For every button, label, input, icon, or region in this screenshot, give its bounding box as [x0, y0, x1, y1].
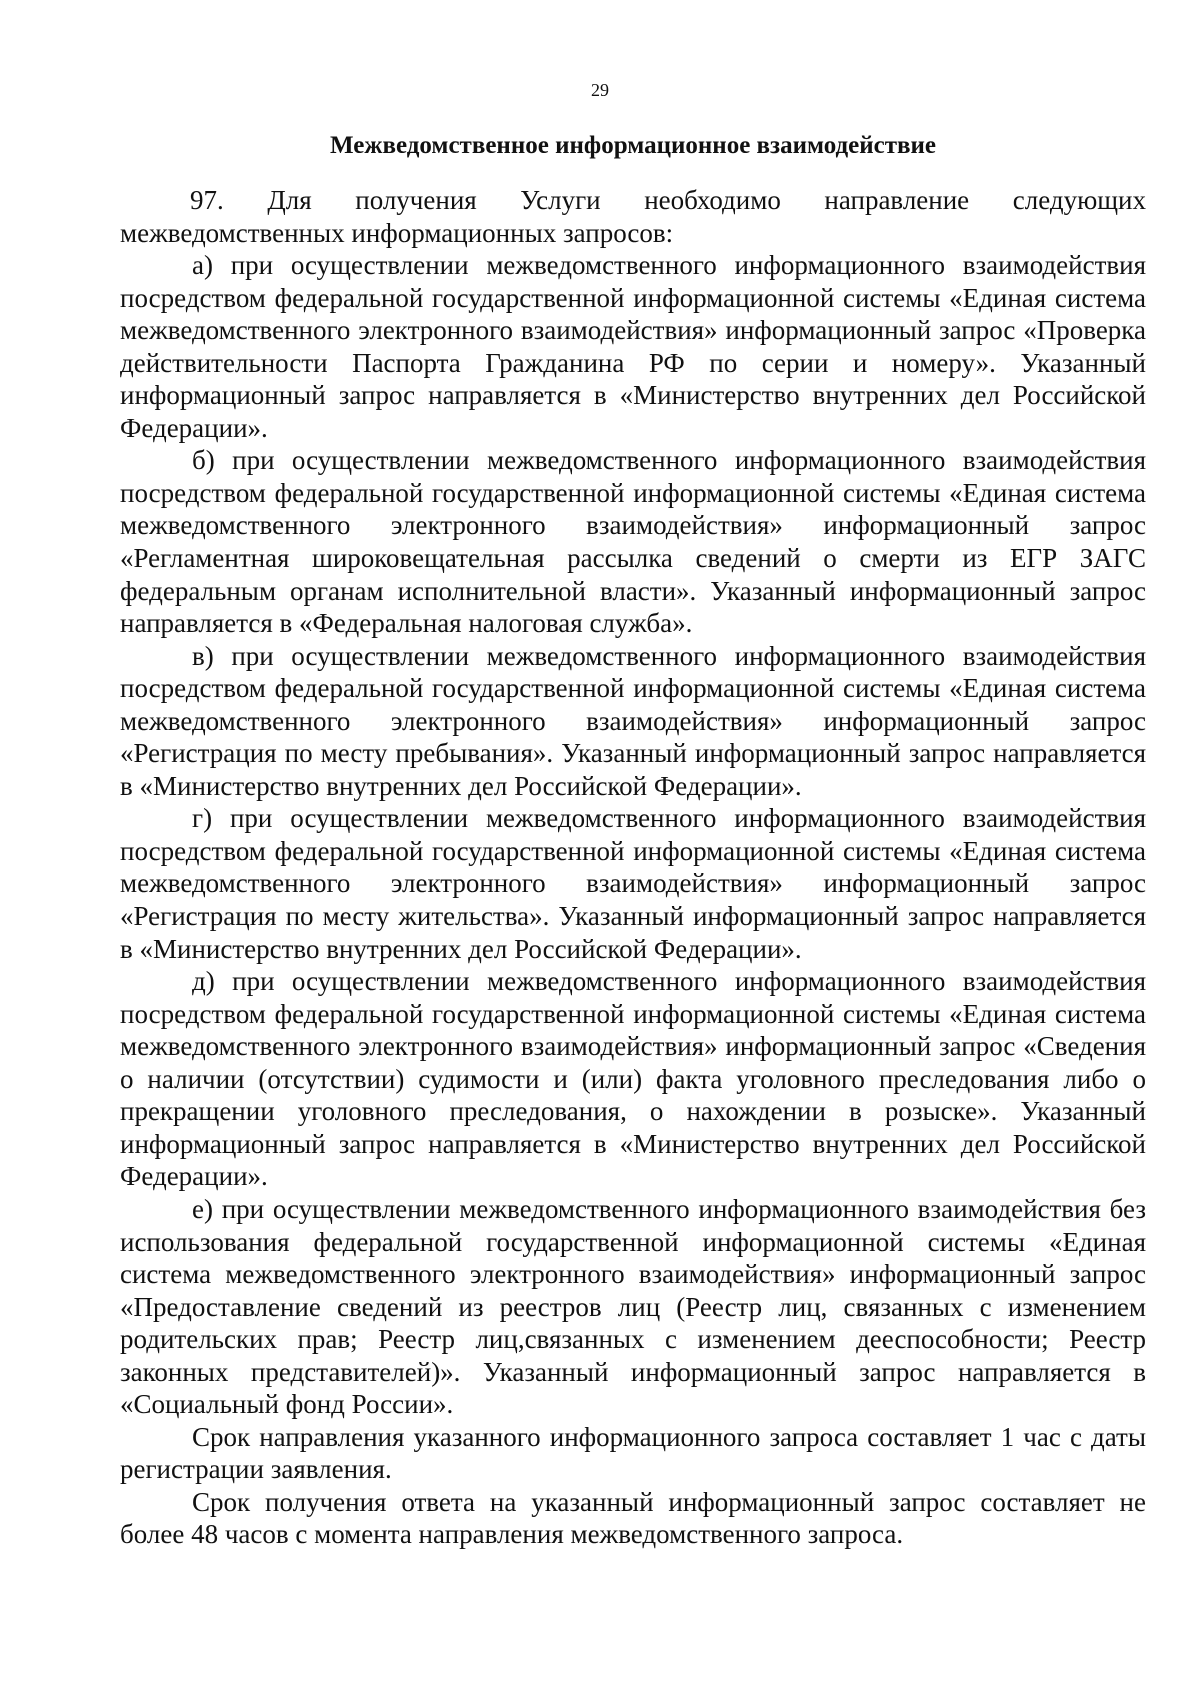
paragraph-v: в) при осуществлении межведомственного информационного взаимодействия посредством федеральной государственной информационной системы «Единая система межведомственного электронного взаимодействия» информационный запрос «Регистрация по месту пребывания». Указанный информационный запрос направляется в «Министерство внутренних дел Российской Федерации». — [120, 640, 1146, 801]
page-number: 29 — [591, 80, 609, 100]
paragraph-97: 97. Для получения Услуги необходимо направление следующих межведомственных информационных запросов: — [120, 185, 1146, 248]
document-body — [120, 184, 1146, 1551]
paragraph-request-deadline: Срок направления указанного информационного запроса составляет 1 час с даты регистрации заявления. — [120, 1421, 1146, 1485]
paragraph-g: г) при осуществлении межведомственного информационного взаимодействия посредством федеральной государственной информационной системы «Единая система межведомственного электронного взаимодействия» информационный запрос «Регистрация по месту жительства». Указанный информационный запрос направляется в «Министерство внутренних дел Российской Федерации». — [120, 803, 1146, 964]
paragraph-e: е) при осуществлении межведомственного информационного взаимодействия без использования федеральной государственной информационной системы «Единая система межведомственного электронного взаимодействия» информационный запрос «Предоставление сведений из реестров лиц (Реестр лиц, связанных с изменением родительских прав; Реестр лиц,связанных с изменением дееспособности; Реестр законных представителей)». Указанный информационный запрос направляется в «Социальный фонд России». — [120, 1193, 1146, 1420]
section-heading: Межведомственное информационное взаимодействие — [330, 132, 936, 159]
paragraph-b: б) при осуществлении межведомственного информационного взаимодействия посредством федеральной государственной информационной системы «Единая система межведомственного электронного взаимодействия» информационный запрос «Регламентная широковещательная рассылка сведений о смерти из ЕГР ЗАГС федеральным органам исполнительной власти». Указанный информационный запрос направляется в «Федеральная налоговая служба». — [120, 445, 1146, 639]
paragraph-d: д) при осуществлении межведомственного информационного взаимодействия посредством федеральной государственной информационной системы «Единая система межведомственного электронного взаимодействия» информационный запрос «Сведения о наличии (отсутствии) судимости и (или) факта уголовного преследования либо о прекращении уголовного преследования, о нахождении в розыске». Указанный информационный запрос направляется в «Министерство внутренних дел Российской Федерации». — [120, 966, 1146, 1192]
paragraph-response-deadline: Срок получения ответа на указанный информационный запрос составляет не более 48 часов с момента направления межведомственного запроса. — [120, 1486, 1146, 1550]
paragraph-a: а) при осуществлении межведомственного информационного взаимодействия посредством федеральной государственной информационной системы «Единая система межведомственного электронного взаимодействия» информационный запрос «Проверка действительности Паспорта Гражданина РФ по серии и номеру». Указанный информационный запрос направляется в «Министерство внутренних дел Российской Федерации». — [120, 250, 1146, 443]
